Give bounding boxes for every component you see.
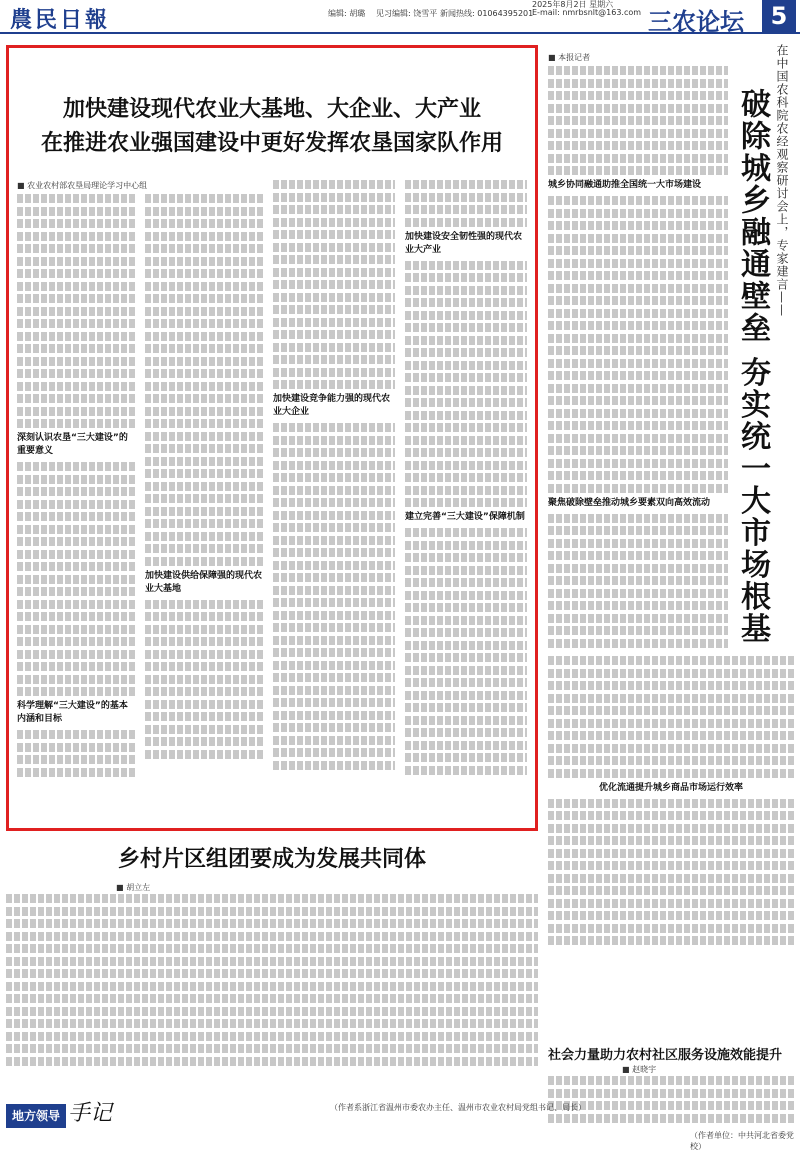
right-vertical-subtitle: 在中国农科院农经观察研讨会上，专家建言—— [775,44,789,317]
editor-line: 编辑: 胡璐 [328,9,366,18]
bottom-byline [116,882,150,893]
contact-email: E-mail: nmrbsnlt@163.com [532,8,642,17]
hotline: 新闻热线: 01064395201 [440,9,534,18]
lead-headline-line1: 加快建设现代农业大基地、大企业、大产业 [62,96,481,122]
masthead [0,0,800,34]
lead-subhead-2: 科学理解“三大建设”的基本内涵和目标 [17,701,128,724]
right-subhead-1: 城乡协同融通助推全国统一大市场建设 [548,180,702,190]
right-lower-byline-text: 赵晓宇 [632,1065,657,1074]
right-lower-headline: 社会力量助力农村社区服务设施效能提升 [548,1048,783,1063]
square-bullet-icon: ■ [622,1065,630,1074]
bottom-byline-text: 胡立左 [126,883,151,892]
section-title: 三农论坛 [648,8,744,36]
bottom-headline: 乡村片区组团要成为发展共同体 [117,846,426,872]
lead-headline-line2: 在推进农业强国建设中更好发挥农垦国家队作用 [40,130,503,156]
column-logo [6,1096,136,1136]
bottom-footnote: （作者系浙江省温州市委农办主任、温州市农业农村局党组书记、局长） [330,1103,586,1112]
right-byline [548,52,590,63]
right-article-body [548,66,728,651]
lead-column-2 [145,194,263,824]
square-bullet-icon: ■ [17,181,25,190]
issue-date: 2025年8月2日 星期六 [532,0,614,9]
lead-subhead-6: 建立完善“三大建设”保障机制 [405,512,525,522]
column-logo-signature: 手记 [68,1101,113,1126]
bottom-body [6,894,538,1069]
lead-column-3 [273,180,395,824]
right-byline-text: 本报记者 [558,53,591,62]
lead-subhead-1: 深刻认识农垦“三大建设”的重要意义 [17,433,128,456]
right-lower-footnote: （作者单位：中共河北省委党校） [690,1131,794,1151]
lead-byline [17,180,147,191]
right-vertical-headline: 破除城乡融通壁垒 夯实统一大市场根基 [735,88,770,645]
page-number: 5 [762,0,796,32]
right-lower-body [548,1076,796,1126]
lead-subhead-5: 加快建设安全韧性强的现代农业大产业 [405,231,523,255]
column-logo-label: 地方领导 [6,1104,66,1128]
lead-subhead-3: 加快建设供给保障强的现代农业大基地 [145,570,263,594]
right-subhead-2: 聚焦破除壁垒推动城乡要素双向高效流动 [548,497,711,508]
lead-byline-text: 农业农村部农垦局理论学习中心组 [27,181,148,190]
square-bullet-icon: ■ [548,53,556,62]
lead-subhead-4: 加快建设竞争能力强的现代农业大企业 [273,394,391,417]
lead-column-4 [405,180,527,824]
square-bullet-icon: ■ [116,883,124,892]
newspaper-logo: 農民日報 [10,7,111,33]
proof-editor-line: 见习编辑: 饶雪平 [376,9,438,18]
lead-article [6,45,538,831]
right-subhead-3: 优化流通提升城乡商品市场运行效率 [598,782,743,793]
lead-column-1 [17,194,135,824]
right-article-body-lower [548,656,794,949]
right-lower-byline [622,1064,656,1075]
